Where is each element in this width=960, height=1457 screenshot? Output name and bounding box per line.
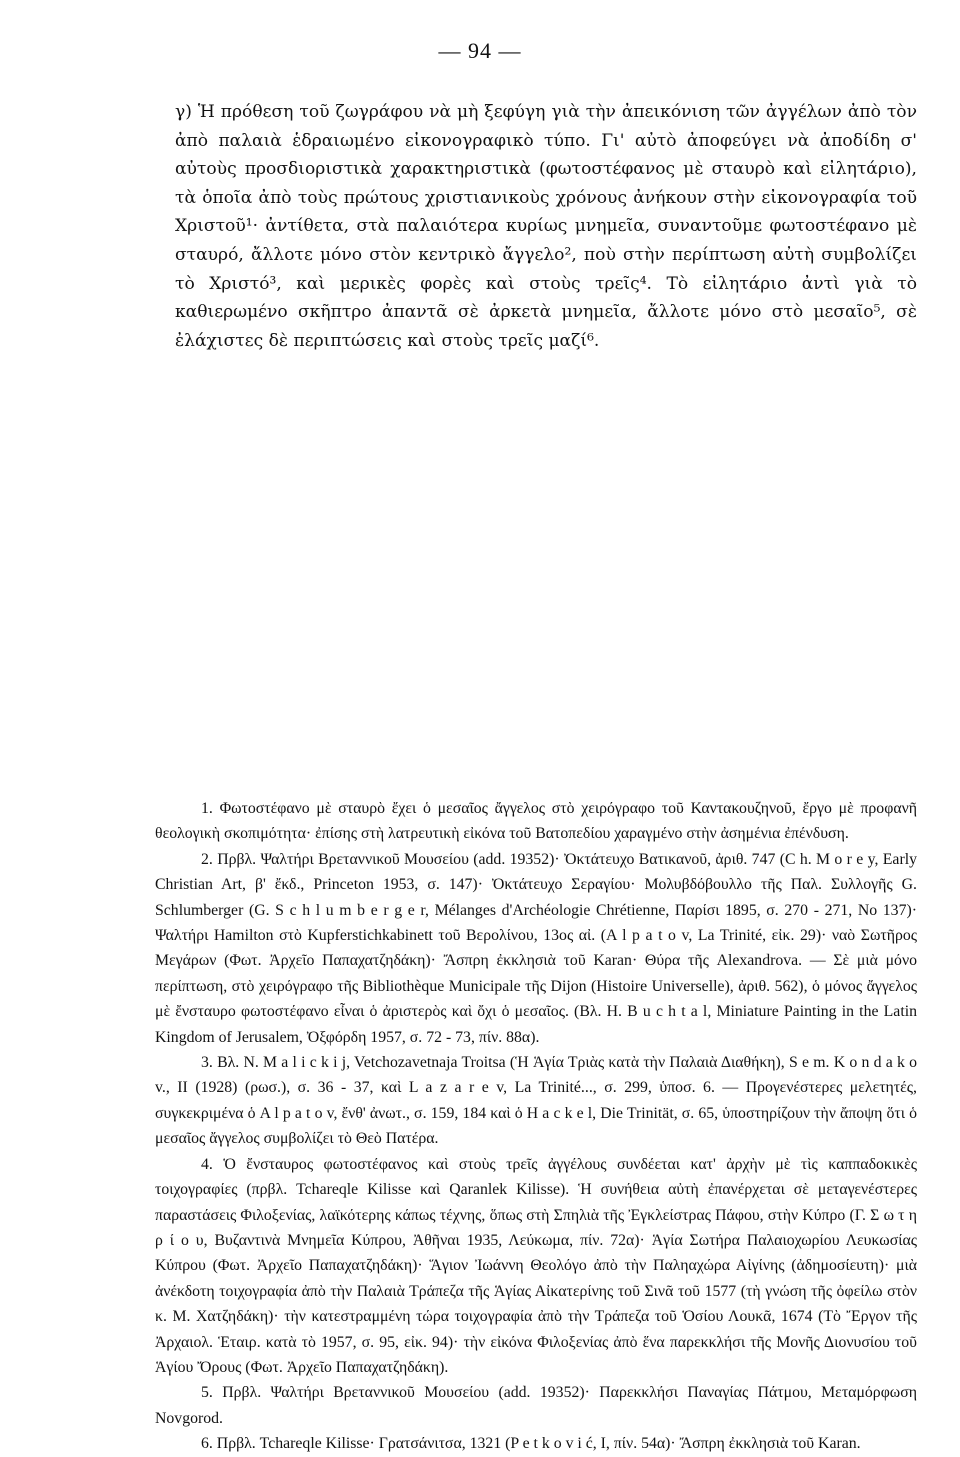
footnote-5: 5. Πρβλ. Ψαλτήρι Βρεταννικοῦ Μουσείου (add. 19352)· Παρεκκλήσι Παναγίας Πάτμου, Μεταμόρφωση Novgorod. [155, 1384, 917, 1427]
footnote-3: 3. Βλ. Ν. M a l i c k i j, Vetchozavetnaja Troitsa (Ἡ Ἁγία Τριὰς κατὰ τὴν Παλαιὰ Διαθήκη), S e m. K o n d a k o v., II (1928) (ρωσ.), σ. 36 - 37, καὶ L a z a r e v, La Trinité..., σ. 299, ὑποσ. 6. — Προγενέστερες μελετητές, συγκεκριμένα ὁ A l p a t o v, ἔνθ' ἀνωτ., σ. 159, 184 καὶ ὁ H a c k e l, Die Trinität, σ. 65, ὑποστηρίζουν τὴν ἄποψη ὅτι ὁ μεσαῖος ἄγγελος συμβολίζει τὸ Θεὸ Πατέρα. [155, 1054, 917, 1148]
footnote-1: 1. Φωτοστέφανο μὲ σταυρὸ ἔχει ὁ μεσαῖος ἄγγελος στὸ χειρόγραφο τοῦ Καντακουζηνοῦ, ἔργο μὲ προφανῆ θεολογικὴ σκοπιμότητα· ἐπίσης στὴ λατρευτικὴ εἰκόνα τοῦ Βατοπεδίου χαραγμένο στὴν ἀσημένια ἐπένδυση. [155, 800, 917, 843]
main-paragraph-text: γ) Ἡ πρόθεση τοῦ ζωγράφου νὰ μὴ ξεφύγη γιὰ τὴν ἀπεικόνιση τῶν ἀγγέλων ἀπὸ τὸν ἀπὸ παλαιὰ ἑδραιωμένο εἰκονογραφικὸ τύπο. Γι' αὐτὸ ἀποφεύγει νὰ ἀποδίδη σ' αὐτοὺς προσδιοριστικὰ χαρακτηριστικὰ (φωτοστέφανος μὲ σταυρὸ καὶ εἰλητάριο), τὰ ὁποῖα ἀπὸ τοὺς πρώτους χριστιανικοὺς χρόνους ἀνήκουν στὴν εἰκονογραφία τοῦ Χριστοῦ¹· ἀντίθετα, στὰ παλαιότερα κυρίως μνημεῖα, συναντοῦμε φωτοστέφανο μὲ σταυρό, ἄλλοτε μόνο στὸν κεντρικὸ ἄγγελο², ποὺ στὴν περίπτωση αὐτὴ συμβολίζει τὸ Χριστό³, καὶ μερικὲς φορὲς καὶ στοὺς τρεῖς⁴. Τὸ εἰλητάριο ἀντὶ γιὰ τὸ καθιερωμένο σκῆπτρο ἀπαντᾶ σὲ ἀρκετὰ μνημεῖα, ἄλλοτε μόνο στὸ μεσαῖο⁵, σὲ ἐλάχιστες δὲ περιπτώσεις καὶ στοὺς τρεῖς μαζί⁶. [175, 102, 917, 351]
footnote-6: 6. Πρβλ. Tchareqle Kilisse· Γρατσάνιτσα, 1321 (P e t k o v i ć, I, πίν. 54α)· Ἄσπρη ἐκκλησιὰ τοῦ Karan. [201, 1435, 861, 1453]
footnotes [155, 796, 917, 1457]
main-paragraph [155, 98, 917, 355]
footnote-4: 4. Ὁ ἔνσταυρος φωτοστέφανος καὶ στοὺς τρεῖς ἀγγέλους συνδέεται κατ' ἀρχὴν μὲ τὶς καππαδοκικὲς τοιχογραφίες (πρβλ. Tchareqle Kilisse καὶ Qaranlek Kilisse). Ἡ συνήθεια αὐτὴ ἐπανέρχεται σὲ μεταγενέστερες παραστάσεις Φιλοξενίας, λαϊκότερης κάπως τέχνης, ὅπως στὴ Σπηλιὰ τῆς Ἐγκλείστρας Πάφου, στὴν Κύπρο (Γ. Σ ω τ η ρ ί ο υ, Βυζαντινὰ Μνημεῖα Κύπρου, Ἀθῆναι 1935, Λεύκωμα, πίν. 72α)· Ἁγία Σωτήρα Παλαιοχωρίου Λευκωσίας Κύπρου (Φωτ. Ἀρχεῖο Παπαχατζηδάκη)· Ἅγιον Ἰωάννη Θεολόγο ἀπὸ τὴν Παληαχώρα Αἰγίνης (ἀδημοσίευτη)· μιὰ ἀνέκδοτη τοιχογραφία ἀπὸ τὴν Παλαιὰ Τράπεζα τῆς Ἁγίας Αἰκατερίνης τοῦ Σινᾶ τοῦ 1577 (τὴ γνώση τῆς ὀφείλω στὸν κ. Μ. Χατζηδάκη)· τὴν κατεστραμμένη τώρα τοιχογραφία ἀπὸ τὴν Τράπεζα τοῦ Ὁσίου Λουκᾶ, 1674 (Τὸ Ἔργον τῆς Ἀρχαιολ. Ἑταιρ. κατὰ τὸ 1957, σ. 95, εἰκ. 94)· τὴν εἰκόνα Φιλοξενίας ἀπὸ ἕνα παρεκκλήσι τῆς Μονῆς Διονυσίου τοῦ Ἁγίου Ὄρους (Φωτ. Ἀρχεῖο Παπαχατζηδάκη). [155, 1155, 917, 1376]
page-number: — 94 — [438, 38, 522, 63]
footnote-2: 2. Πρβλ. Ψαλτήρι Βρεταννικοῦ Μουσείου (add. 19352)· Ὀκτάτευχο Βατικανοῦ, ἀριθ. 747 (C h. M o r e y, Early Christian Art, β' ἔκδ., Princeton 1953, σ. 147)· Ὀκτάτευχο Σεραγίου· Μολυβδόβουλλο τῆς Παλ. Συλλογῆς G. Schlumberger (G. S c h l u m b e r g e r, Mélanges d'Archéologie Chrétienne, Παρίσι 1895, σ. 270 - 271, Νο 137)· Ψαλτήρι Hamilton στὸ Kupferstichkabinett τοῦ Βερολίνου, 13ος αἰ. (A l p a t o v, La Trinité, εἰκ. 29)· ναὸ Σωτῆρος Μεγάρων (Φωτ. Ἀρχεῖο Παπαχατζηδάκη)· Ἄσπρη ἐκκλησιὰ τοῦ Karan· Θύρα τῆς Alexandrova. — Σὲ μιὰ μόνο περίπτωση, στὸ χειρόγραφο τῆς Bibliothèque Municipale τῆς Dijon (Histoire Universelle), ἀριθ. 562), ὁ μόνος ἄγγελος μὲ ἔνσταυρο φωτοστέφανο εἶναι ὁ ἀριστερὸς καὶ ὄχι ὁ μεσαῖος. (Βλ. Η. B u c h t a l, Miniature Painting in the Latin Kingdom of Jerusalem, Ὀξφόρδη 1957, σ. 72 - 73, πίν. 88α). [155, 850, 917, 1046]
